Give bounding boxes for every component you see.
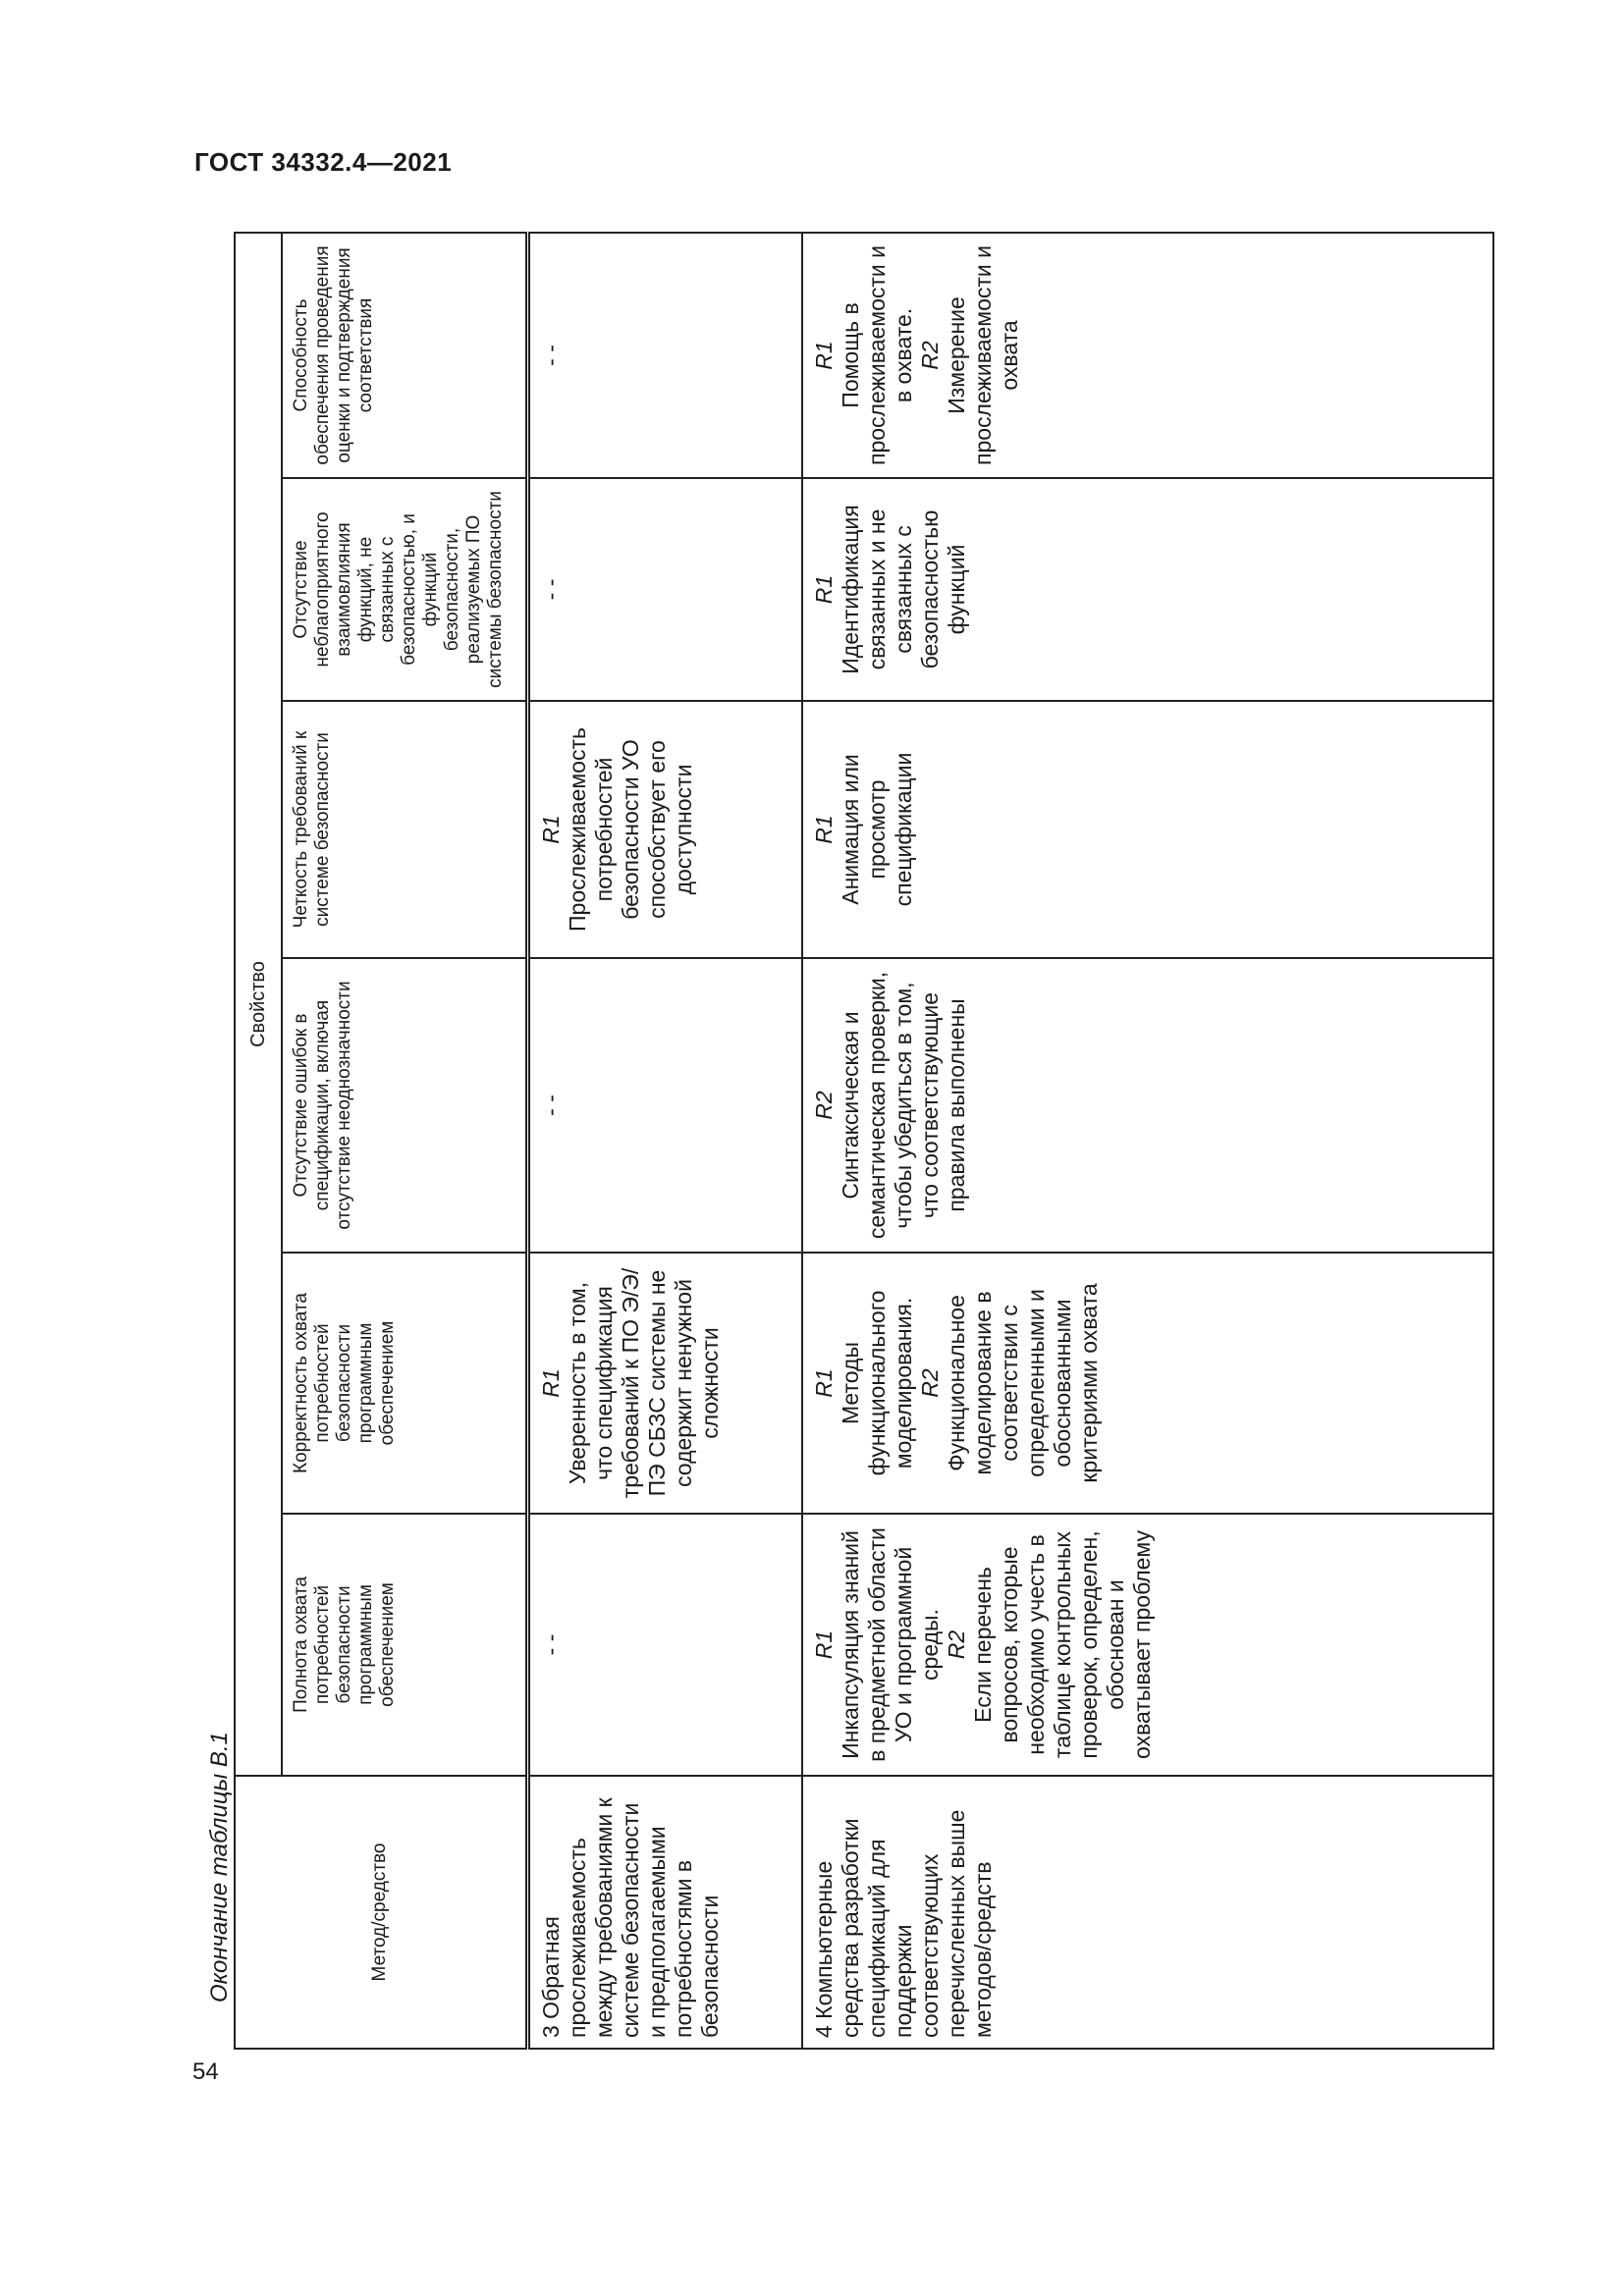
table-cell — [802, 233, 1493, 478]
cell-text: Уверенность в том, что спецификация требований к ПО Э/Э/ПЭ СБЗС системы не содержит ненужной сложности — [564, 1267, 723, 1499]
cell-text: Прослеживаемость потребностей безопасности УО способствует его доступности — [564, 727, 696, 932]
table-cell — [527, 478, 802, 701]
table-cell — [527, 233, 802, 478]
page-number: 54 — [192, 2058, 219, 2085]
requirement-code: R1 — [537, 815, 564, 844]
table-cell — [802, 701, 1493, 958]
table-cell — [802, 1253, 1493, 1514]
requirement-code: R2 — [917, 341, 943, 370]
table-cell — [527, 1514, 802, 1776]
requirement-code: R1 — [811, 341, 837, 370]
column-header: Полнота охвата потребностей безопасности программным обеспечением — [282, 1514, 527, 1776]
table-cell — [802, 478, 1493, 701]
requirement-code: R1 — [537, 1368, 564, 1398]
method-cell: 3 Обратная прослеживаемость между требованиями к системе безопасности и предполагаемыми потребностями в безопасности — [527, 1776, 802, 2049]
cell-text: Помощь в прослеживаемости и в охвате. — [838, 244, 916, 465]
cell-text: Инкапсуляция знаний в предметной области УО и программной среды. — [838, 1527, 943, 1762]
cell-text: - - — [537, 578, 564, 601]
requirement-code: R1 — [811, 815, 837, 844]
requirement-code: R1 — [811, 574, 837, 605]
cell-text: - - — [537, 1633, 564, 1656]
column-header: Отсутствие неблагоприятного взаимовлияния функций, не связанных с безопасностью, и функций безопасности, реализуемых ПО системы безопасности — [282, 478, 527, 701]
cell-text: Анимация или просмотр спецификации — [838, 752, 916, 907]
property-group-header: Свойство — [235, 233, 282, 1776]
requirement-code: R2 — [811, 1091, 837, 1120]
document-code-header: ГОСТ 34332.4—2021 — [194, 147, 453, 177]
cell-text: Измерение прослеживаемости и охвата — [944, 244, 1022, 465]
method-cell: 4 Компьютерные средства разработки спецификаций для поддержки соответствующих перечисленных выше методов/средств — [802, 1776, 1493, 2049]
cell-text: Методы функционального моделирования. — [838, 1290, 916, 1476]
table-cell — [802, 1514, 1493, 1776]
column-header: Четкость требований к системе безопасности — [282, 701, 527, 958]
table-cell — [527, 958, 802, 1253]
cell-text: - - — [537, 345, 564, 366]
cell-text: - - — [537, 1095, 564, 1116]
cell-text: Если перечень вопросов, которые необходимо учесть в таблице контрольных проверок, определен, обоснован и охватывает проблему — [970, 1530, 1155, 1760]
requirement-code: R1 — [811, 1368, 837, 1398]
table-cell — [802, 958, 1493, 1253]
cell-text: Функциональное моделирование в соответствии с определенными и обоснованными критериями охвата — [944, 1283, 1102, 1483]
table-caption: Окончание таблицы В.1 — [206, 1732, 233, 2002]
requirement-code: R1 — [811, 1629, 837, 1660]
table-row — [802, 233, 1493, 2049]
method-header: Метод/средство — [235, 1776, 527, 2049]
column-header: Способность обеспечения проведения оценки и подтверждения соответствия — [282, 233, 527, 478]
column-header: Корректность охвата потребностей безопасности программным обеспечением — [282, 1253, 527, 1514]
column-header: Отсутствие ошибок в спецификации, включая отсутствие неоднозначности — [282, 958, 527, 1253]
properties-table — [234, 232, 1494, 2050]
rotated-table-container — [234, 234, 1494, 2050]
table-cell — [527, 701, 802, 958]
table-row — [527, 233, 802, 2049]
cell-text: Идентификация связанных и не связанных с безопасностью функций — [838, 505, 969, 674]
requirement-code: R2 — [944, 1629, 969, 1660]
cell-text: Синтаксическая и семантическая проверки, чтобы убедиться в том, что соответствующие правила выполнены — [838, 971, 969, 1240]
table-cell — [527, 1253, 802, 1514]
header-row-group — [235, 233, 282, 2049]
requirement-code: R2 — [917, 1368, 943, 1398]
